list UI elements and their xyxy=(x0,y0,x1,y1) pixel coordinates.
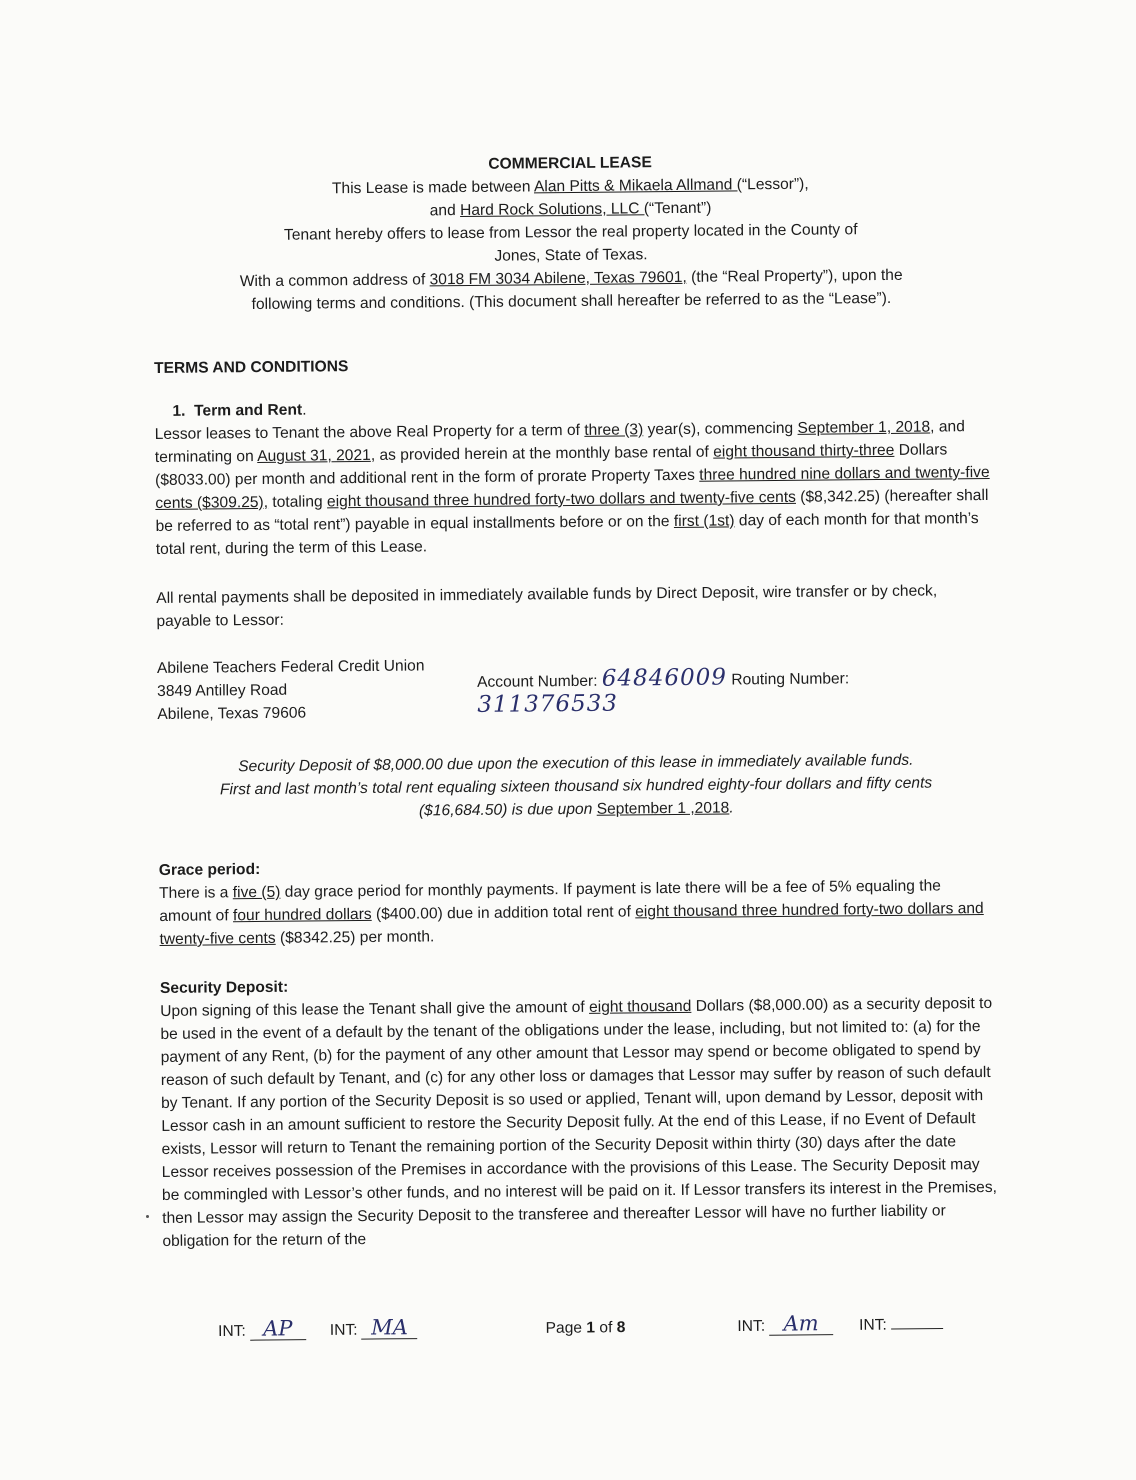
initial-am: Am xyxy=(769,1312,833,1336)
grace-period-heading: Grace period: xyxy=(158,860,261,879)
intro-line-3: Tenant hereby offers to lease from Lessor the real property located in the County of xyxy=(283,221,858,244)
initial-blank[interactable] xyxy=(891,1312,943,1329)
intro-block xyxy=(152,171,989,317)
bank-street: 3849 Antilley Road xyxy=(157,681,288,700)
deposit-notice-line-1: Security Deposit of $8,000.00 due upon the execution of this lease in immediately available funds. xyxy=(238,751,914,776)
initial-field-1 xyxy=(218,1317,306,1341)
intro-text: “Tenant”) xyxy=(648,199,712,218)
total-rent-words: eight thousand three hundred forty-two dollars and twenty-five cents xyxy=(326,488,797,511)
initial-label: INT: xyxy=(329,1321,358,1339)
grace-text: There is a xyxy=(158,884,233,902)
security-text: Upon signing of this lease the Tenant shall give the amount of xyxy=(160,998,590,1020)
start-date: September 1, 2018 xyxy=(797,418,931,437)
bank-account xyxy=(477,664,993,723)
grace-days: five (5) xyxy=(232,883,281,902)
lease-content xyxy=(152,148,998,1253)
grace-period-paragraph xyxy=(159,874,996,951)
term-text: ($8,342.25) (hereafter xyxy=(795,487,953,506)
term-text: in the form of prorate Property Taxes xyxy=(441,466,700,487)
scan-speck xyxy=(146,1215,149,1218)
initial-ma: MA xyxy=(361,1316,417,1340)
routing-label: Routing Number: xyxy=(726,670,850,689)
security-deposit-heading: Security Deposit: xyxy=(159,978,289,997)
term-text: Lessor leases to Tenant the above Real Property for a term of xyxy=(154,421,585,443)
property-address: 3018 FM 3034 Abilene, Texas 79601, xyxy=(429,268,687,289)
security-deposit-paragraph xyxy=(160,992,998,1253)
bank-city: Abilene, Texas 79606 xyxy=(157,704,307,723)
security-text: Dollars ($8,000.00) as a security deposit to be used in the event of a default by the tenant of the obligations under the lease, including, but not limited to: (a) for the payment of any Rent, (b) for the payment of any other amount that Lessor may spend or become obligated to spend by reason of such default by Tenant, and (c) for any other loss or damages that Lessor may suffer by reason of such default by Tenant. If any portion of the Security Deposit is so used or applied, Tenant will, upon demand by Lessor, deposit with Lessor cash in an amount sufficient to restore the Security Deposit fully. At the end of this Lease, if no Event of Default exists, Lessor will return to Tenant the remaining portion of the Security Deposit within thirty (30) days after the date Lessor receives possession of the Premises in accordance with the provisions of this Lease. The Security Deposit may be commingled with Lessor’s other funds, and no interest will be paid on it. If Lessor transfers its interest in the Premises, then Lessor may assign the Security Deposit to the transferee and thereafter Lessor will have no further liability or obligation for the return of the xyxy=(160,994,997,1250)
initial-field-4 xyxy=(859,1312,943,1335)
term-length: three (3) xyxy=(584,421,644,439)
lessor-name: Alan Pitts & Mikaela Allmand ( xyxy=(533,176,743,196)
section-dot: . xyxy=(302,401,307,419)
section-number: 1. xyxy=(172,402,186,420)
bank-name: Abilene Teachers Federal Credit Union xyxy=(156,657,425,677)
tenant-name: Hard Rock Solutions, LLC ( xyxy=(459,200,650,220)
term-text: , and terminating on xyxy=(154,418,965,466)
base-rent-words: eight thousand thirty-three xyxy=(713,441,895,461)
intro-text: and xyxy=(429,202,461,220)
initial-ap: AP xyxy=(250,1317,306,1341)
intro-line-4: Jones, State of Texas. xyxy=(494,246,648,265)
intro-text: With a common address of xyxy=(239,271,430,291)
intro-text: (the “Real Property”), upon the xyxy=(686,266,903,286)
term-text: year(s), commencing xyxy=(643,419,794,439)
term-text: rental of xyxy=(652,443,714,462)
bank-address xyxy=(157,654,478,726)
initial-field-2 xyxy=(330,1316,418,1340)
account-label: Account Number: xyxy=(476,672,602,691)
due-day: first (1st) xyxy=(673,512,735,531)
term-text: Dollars ($8033.00) per month and additional rent xyxy=(155,441,948,489)
page-footer xyxy=(218,1311,988,1341)
intro-text: This Lease is made between xyxy=(331,178,535,198)
term-text: shall be referred to as “total rent”) payable in equal installments before or on the xyxy=(155,486,989,535)
late-fee-words: four hundred dollars xyxy=(232,905,372,925)
deposit-notice xyxy=(158,748,995,825)
routing-number: 311376533 xyxy=(477,690,619,718)
intro-text: “Lessor”), xyxy=(741,175,809,194)
page-current: 1 xyxy=(586,1319,596,1337)
grace-total-words: eight thousand three hundred forty-two dollars and twenty-five cents xyxy=(159,900,984,948)
initial-label: INT: xyxy=(218,1322,246,1340)
security-amount-words: eight thousand xyxy=(588,997,692,1016)
payment-instructions: All rental payments shall be deposited in immediately available funds by Direct Deposit, wire transfer or by check, payable to Lessor: xyxy=(156,582,938,630)
page-label: Page xyxy=(545,1319,587,1337)
notice-text: . xyxy=(729,799,734,817)
account-number: 64846009 xyxy=(601,664,728,692)
grace-text: ($400.00) due in addition total rent of xyxy=(371,903,636,923)
intro-line-6: following terms and conditions. (This document shall hereafter be referred to as the “Lease”). xyxy=(251,289,892,314)
grace-text: day grace period for monthly payments. If payment is late there will be a fee of 5% equaling the amount of xyxy=(159,877,941,925)
document-title: COMMERCIAL LEASE xyxy=(488,154,652,173)
initial-field-3 xyxy=(737,1312,833,1336)
initial-label: INT: xyxy=(859,1316,887,1334)
terms-heading: TERMS AND CONDITIONS xyxy=(153,358,349,377)
page-label: of xyxy=(594,1319,617,1337)
term-text: day of xyxy=(734,511,782,530)
deposit-notice-line-2: First and last month’s total rent equaling sixteen thousand six hundred eighty-four dollars and fifty cents xyxy=(219,774,933,799)
grace-text: ($8342.25) per month. xyxy=(275,928,435,947)
initial-label: INT: xyxy=(737,1317,766,1336)
page-number xyxy=(546,1319,626,1338)
page-total: 8 xyxy=(616,1319,626,1337)
term-text: , as provided herein at the monthly base xyxy=(370,444,649,464)
notice-text: ($16,684.50) is due upon xyxy=(418,800,597,820)
section-title: Term and Rent xyxy=(194,401,303,420)
property-tax-words: three hundred nine dollars and twenty-five cents ($309.25), xyxy=(155,463,990,512)
term-text: totaling xyxy=(272,493,328,511)
end-date: August 31, 2021 xyxy=(257,446,371,466)
term-rent-paragraph xyxy=(155,415,992,561)
first-payment-date: September 1 ,2018 xyxy=(596,799,730,818)
bank-details xyxy=(157,649,994,726)
term-text: each month for that month’s total rent, during the term of this Lease. xyxy=(155,510,979,558)
